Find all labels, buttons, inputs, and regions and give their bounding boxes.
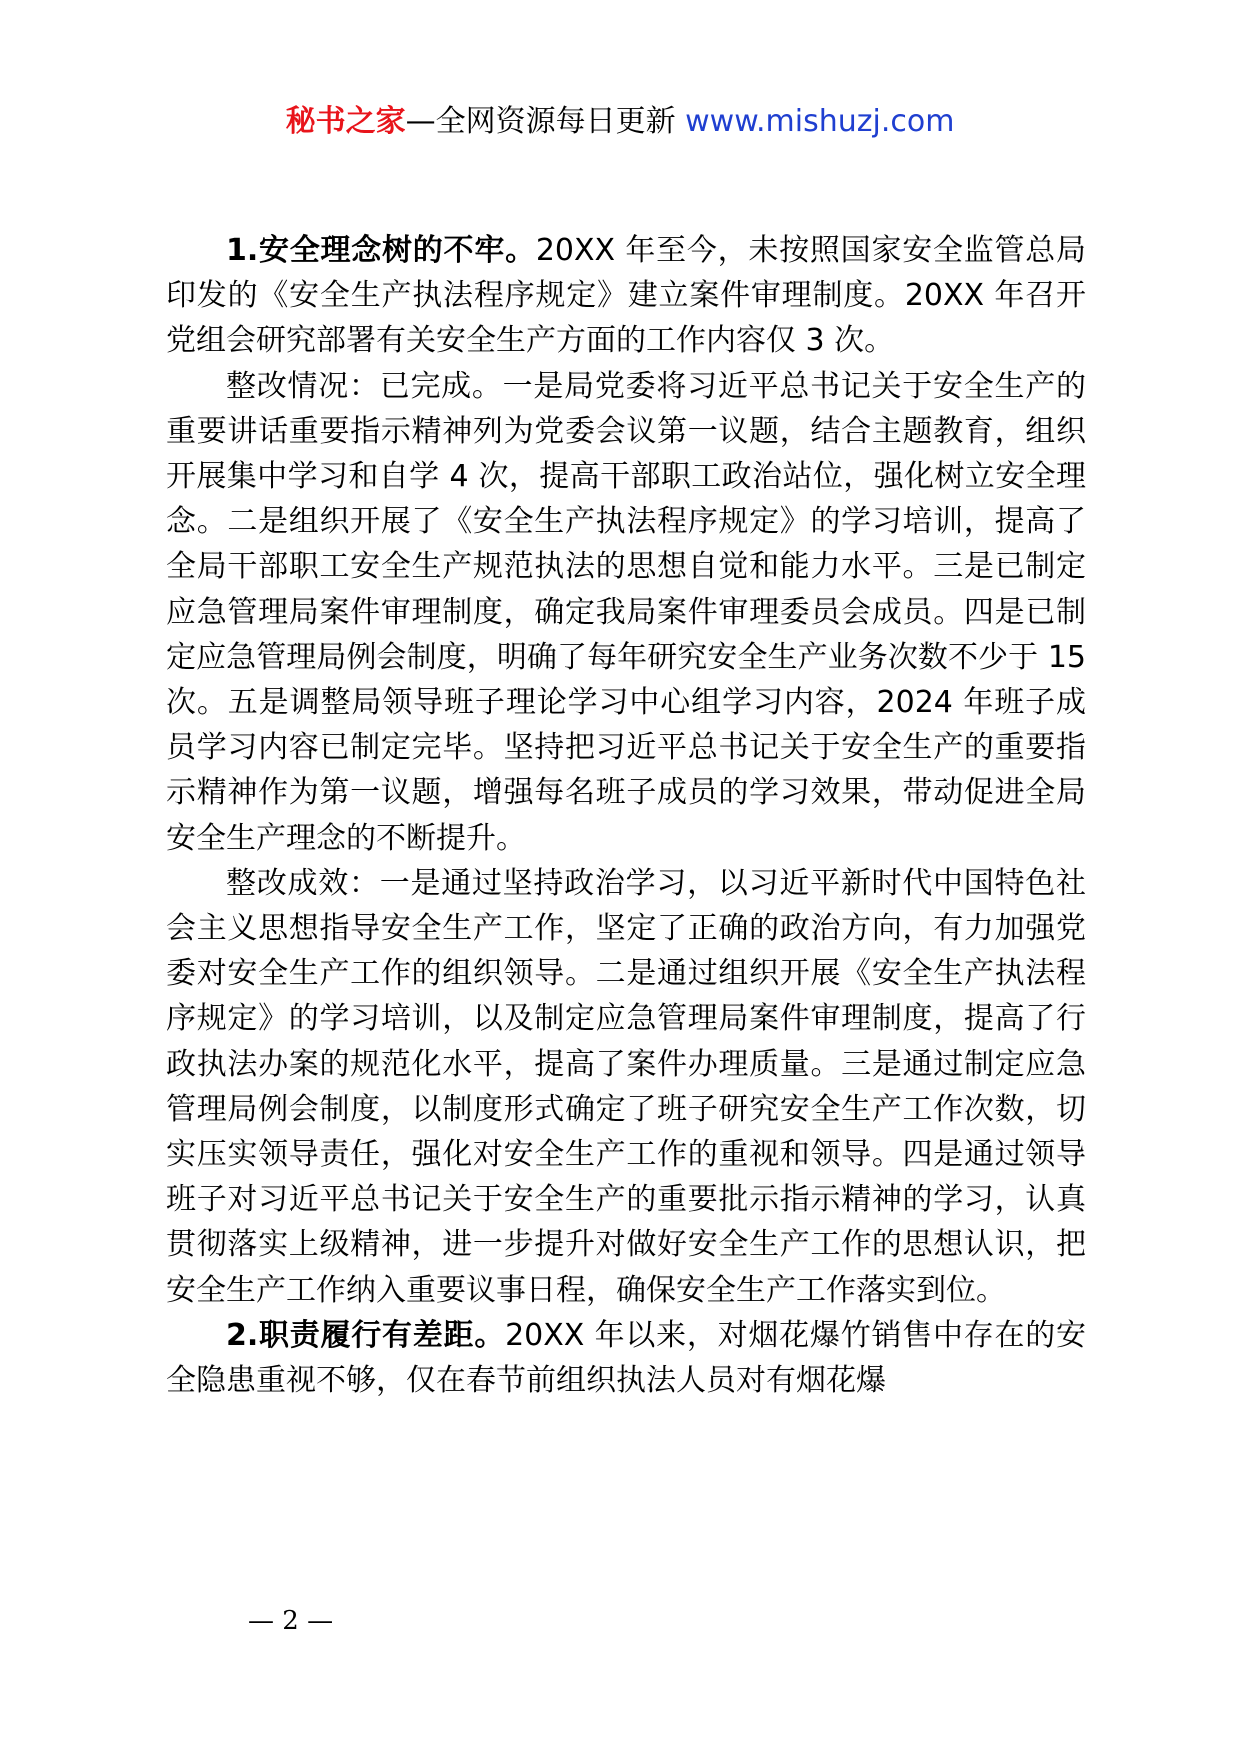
- site-tagline: —全网资源每日更新: [405, 104, 686, 139]
- paragraph-text: 整改情况：已完成。一是局党委将习近平总书记关于安全生产的重要讲话重要指示精神列为党委会议第一议题，结合主题教育，组织开展集中学习和自学 4 次，提高干部职工政治站位，强化树立安全理念。二是组织开展了《安全生产执法程序规定》的学习培训，提高了全局干部职工安全生产规范执法的思想自觉和能力水平。三是已制定应急管理局案件审理制度，确定我局案件审理委员会成员。四是已制定应急管理局例会制度，明确了每年研究安全生产业务次数不少于 15 次。五是调整局领导班子理论学习中心组学习内容，2024 年班子成员学习内容已制定完毕。坚持把习近平总书记关于安全生产的重要指示精神作为第一议题，增强每名班子成员的学习效果，带动促进全局安全生产理念的不断提升。: [166, 368, 1086, 856]
- paragraph-3: [166, 861, 1086, 1313]
- paragraph-2: [166, 364, 1086, 861]
- section-heading-1: 1.安全理念树的不牢。: [226, 233, 536, 268]
- site-url-link[interactable]: www.mishuzj.com: [685, 104, 955, 139]
- document-body: [166, 228, 1086, 1403]
- paragraph-text: 整改成效：一是通过坚持政治学习，以习近平新时代中国特色社会主义思想指导安全生产工作，坚定了正确的政治方向，有力加强党委对安全生产工作的组织领导。二是通过组织开展《安全生产执法程序规定》的学习培训，以及制定应急管理局案件审理制度，提高了行政执法办案的规范化水平，提高了案件办理质量。三是通过制定应急管理局例会制度，以制度形式确定了班子研究安全生产工作次数，切实压实领导责任，强化对安全生产工作的重视和领导。四是通过领导班子对习近平总书记关于安全生产的重要批示指示精神的学习，认真贯彻落实上级精神，进一步提升对做好安全生产工作的思想认识，把安全生产工作纳入重要议事日程，确保安全生产工作落实到位。: [166, 865, 1086, 1308]
- site-brand: 秘书之家: [285, 104, 406, 139]
- paragraph-text: 20XX 年以来，对烟花爆竹销售中存在的安全隐患重视不够，仅在春节前组织执法人员对有烟花爆: [166, 1317, 1086, 1399]
- paragraph-text: 20XX 年至今，未按照国家安全监管总局印发的《安全生产执法程序规定》建立案件审理制度。20XX 年召开党组会研究部署有关安全生产方面的工作内容仅 3 次。: [166, 233, 1086, 359]
- page-number: — 2 —: [248, 1606, 334, 1636]
- site-banner: [0, 100, 1240, 144]
- paragraph-1: [166, 228, 1086, 364]
- paragraph-4: [166, 1313, 1086, 1403]
- section-heading-2: 2.职责履行有差距。: [226, 1317, 506, 1353]
